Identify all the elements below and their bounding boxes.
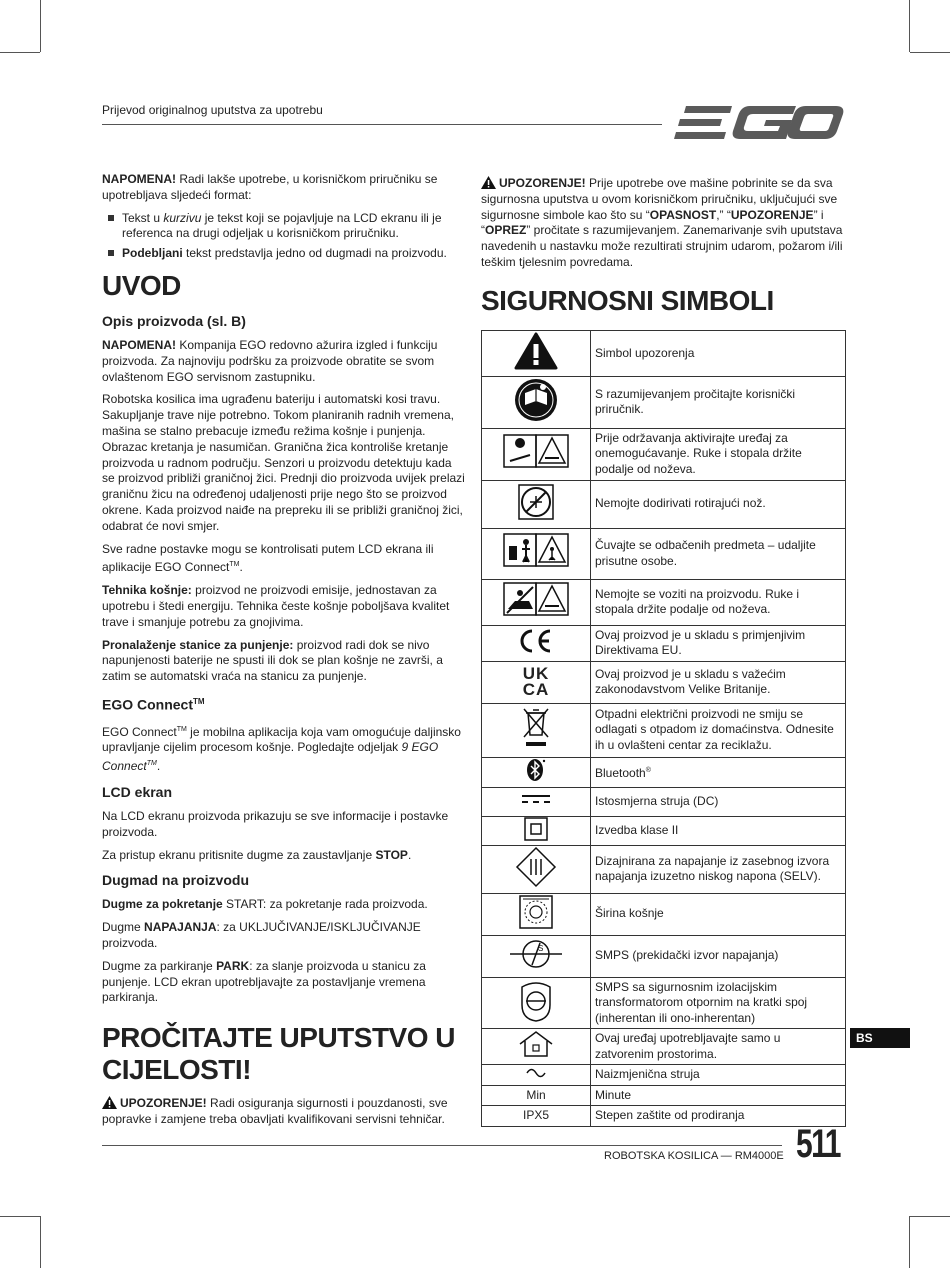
symbol-cell	[482, 787, 591, 816]
symbol-description: Ovaj proizvod je u skladu s primjenjivim Direktivama EU.	[591, 625, 846, 661]
list-bold: Podebljani	[122, 246, 183, 261]
symbol-cell	[482, 1029, 591, 1065]
section-heading-simboli: SIGURNOSNI SIMBOLI	[481, 284, 774, 316]
symbol-cell	[482, 757, 591, 787]
note-label: NAPOMENA!	[102, 172, 176, 186]
table-row	[482, 579, 846, 625]
dc-current-icon	[521, 792, 551, 806]
symbol-description: Istosmjerna struja (DC)	[591, 787, 846, 816]
table-row	[482, 1085, 846, 1106]
keyword: OPASNOST	[649, 207, 717, 222]
warning-paragraph	[481, 176, 845, 271]
table-row	[482, 1106, 846, 1127]
keyword: OPREZ	[485, 223, 527, 238]
note-text: Radi lakše upotrebe, u korisničkom priručniku se upotrebljava sljedeći format:	[102, 172, 438, 202]
warning-paragraph	[102, 1096, 467, 1128]
table-row	[482, 1065, 846, 1086]
symbol-cell	[482, 977, 591, 1029]
paragraph-text: START: za pokretanje rada proizvoda.	[222, 897, 428, 912]
svg-text:S: S	[538, 943, 544, 953]
symbol-description: Simbol upozorenja	[591, 331, 846, 377]
symbol-cell	[482, 846, 591, 894]
footer-title: ROBOTSKA KOSILICA — RM4000E	[604, 1150, 784, 1162]
section-heading-procitajte: PROČITAJTE UPUTSTVO U CIJELOSTI!	[102, 1022, 456, 1086]
table-row	[482, 787, 846, 816]
symbol-description: Nemojte dodirivati rotirajući nož.	[591, 480, 846, 528]
class-ii-icon	[524, 817, 548, 841]
symbol-cell	[482, 377, 591, 429]
crop-mark	[910, 52, 950, 53]
warning-text: Radi osiguranja sigurnosti i pouzdanosti, sve popravke i zamjene treba obavljati kvalifikovani servisni tehničar.	[102, 1096, 448, 1126]
paragraph-text: Za pristup ekranu pritisnite dugme za zaustavljanje	[102, 847, 376, 862]
heading-text: EGO Connect	[102, 696, 194, 713]
symbol-cell	[482, 1065, 591, 1086]
warning-label: UPOZORENJE!	[120, 1096, 207, 1111]
weee-bin-icon	[521, 707, 551, 749]
symbol-description: Dizajnirana za napajanje iz zasebnog izvora napajanja izuzetno niskog napona (SELV).	[591, 846, 846, 894]
table-row	[482, 816, 846, 846]
paragraph-text: EGO Connect	[102, 724, 177, 739]
warning-triangle-icon	[481, 176, 496, 189]
crop-mark	[910, 1216, 950, 1217]
symbol-label: Min	[482, 1085, 591, 1106]
warning-text: Prije upotrebe ove mašine pobrinite se da sva sigurnosna uputstva u ovom korisničkom priručniku, uključujući sve sigurnosne simbole kao što su “	[481, 176, 838, 222]
paragraph-text: Dugme	[102, 920, 145, 935]
symbol-description	[591, 757, 846, 787]
table-row	[482, 661, 846, 703]
paragraph-text: : za slanje proizvoda u stanicu za punjenje. LCD ekran upotrebljavajte za postavljanje vremena parkiranja.	[102, 958, 426, 1005]
table-row	[482, 893, 846, 935]
paragraph-text: Dugme za parkiranje	[102, 958, 217, 973]
paragraph	[102, 542, 467, 577]
paragraph	[102, 959, 467, 1006]
registered-mark: ®	[645, 766, 651, 774]
symbol-cell	[482, 331, 591, 377]
symbol-description: Prije održavanja aktivirajte uređaj za onemogućavanje. Ruke i stopala držite podalje od noževa.	[591, 428, 846, 480]
symbols-table	[481, 330, 846, 1127]
warning-text: ” pročitate s razumijevanjem. Zanemarivanje svih uputstava navedenih u nastavku može rezultirati strujnim udarom, požarom i/ili teškim tjelesnim povredama.	[481, 223, 843, 269]
table-row	[482, 377, 846, 429]
note-label: NAPOMENA!	[102, 337, 176, 352]
warning-text: ,” “	[716, 207, 731, 222]
warning-text: ” i “	[481, 207, 824, 238]
header-title: Prijevod originalnog uputstva za upotrebu	[102, 103, 323, 117]
symbol-description: Naizmjenična struja	[591, 1065, 846, 1086]
section-reference: 9 EGO Connect	[102, 740, 439, 774]
cutting-width-icon	[518, 894, 554, 930]
selv-icon	[515, 846, 557, 888]
table-row	[482, 703, 846, 757]
paragraph-bold: Pronalaženje stanice za punjenje:	[102, 637, 294, 652]
symbol-cell	[482, 661, 591, 703]
symbol-cell	[482, 816, 591, 846]
smps-icon	[508, 937, 564, 971]
symbol-description: SMPS sa sigurnosnim izolacijskim transformatorom otpornim na kratki spoj (inherentan ili ono-inherentan)	[591, 977, 846, 1029]
symbol-description: Izvedba klase II	[591, 816, 846, 846]
paragraph	[102, 722, 467, 775]
symbol-cell	[482, 935, 591, 977]
thrown-objects-icon	[503, 532, 569, 570]
header-rule	[102, 124, 662, 125]
symbol-description: S razumijevanjem pročitajte korisnički priručnik.	[591, 377, 846, 429]
warning-triangle-icon	[514, 332, 558, 370]
paragraph-bold: Tehnika košnje:	[102, 583, 192, 598]
paragraph-text: Sve radne postavke mogu se kontrolisati putem LCD ekrana ili aplikacije EGO Connect	[102, 541, 434, 575]
symbol-description: Stepen zaštite od prodiranja	[591, 1106, 846, 1127]
list-item	[122, 246, 467, 262]
symbol-description: Ovaj proizvod je u skladu s važećim zakonodavstvom Velike Britanije.	[591, 661, 846, 703]
table-row	[482, 331, 846, 377]
paragraph	[102, 897, 467, 913]
table-row	[482, 977, 846, 1029]
button-name: NAPAJANJA	[144, 920, 217, 935]
symbol-description: SMPS (prekidački izvor napajanja)	[591, 935, 846, 977]
symbol-cell	[482, 428, 591, 480]
ac-current-icon	[526, 1068, 546, 1078]
paragraph	[102, 338, 467, 385]
do-not-ride-icon	[503, 581, 569, 619]
paragraph-text: : za UKLJUČIVANJE/ISKLJUČIVANJE proizvoda.	[102, 920, 421, 950]
symbol-description: Čuvajte se odbačenih predmeta – udaljite prisutne osobe.	[591, 528, 846, 579]
table-row	[482, 935, 846, 977]
symbol-text: Bluetooth	[595, 765, 646, 780]
section-heading-uvod: UVOD	[102, 269, 181, 301]
crop-mark	[0, 1216, 40, 1217]
table-row	[482, 846, 846, 894]
trademark: TM	[146, 760, 157, 768]
bluetooth-icon	[526, 758, 546, 782]
subheading-dugmad: Dugmad na proizvodu	[102, 872, 249, 889]
subheading-lcd: LCD ekran	[102, 783, 173, 800]
indoor-use-icon	[518, 1030, 554, 1058]
paragraph-text: .	[156, 759, 161, 774]
language-tab: BS	[850, 1028, 910, 1048]
paragraph: Robotska kosilica ima ugrađenu bateriju i automatski kosi travu. Sakupljanje trave nije potrebno. Tokom planiranih radnih vremena, mašina se stalno prebacuje između režima košnje i punjenja. Obrazac kretanja je nasumičan. Granična žica kontroliše kretanje proizvoda u radnom području. Senzori u proizvodu detektuju kada se proizvod približi graničnoj žici. Prednji dio proizvoda uvijek prelazi graničnu žicu na određenoj udaljenosti prije nego što se proizvod okrene. Kada proizvod naiđe na prepreku ili se približi graničnoj žici, odabrat će novi smjer.	[102, 392, 465, 533]
table-row	[482, 1029, 846, 1065]
right-column	[481, 176, 845, 327]
subheading-opis: Opis proizvoda (sl. B)	[102, 312, 246, 329]
page-number: 511	[796, 1122, 840, 1166]
table-row	[482, 757, 846, 787]
subheading-ego-connect	[102, 693, 467, 714]
button-name: STOP	[375, 847, 408, 862]
paragraph	[102, 848, 467, 864]
button-name: PARK	[216, 958, 250, 973]
symbol-cell	[482, 579, 591, 625]
format-list	[102, 211, 467, 262]
paragraph-text: .	[239, 560, 243, 575]
footer-rule	[102, 1145, 782, 1146]
do-not-touch-blade-icon	[517, 483, 555, 521]
trademark: TM	[176, 725, 187, 733]
disable-before-maintenance-icon	[503, 433, 569, 471]
smps-safety-transformer-icon	[518, 979, 554, 1023]
ce-mark-icon	[517, 628, 555, 654]
keyword: UPOZORENJE	[730, 207, 814, 222]
symbol-cell	[482, 480, 591, 528]
trademark: TM	[193, 696, 205, 706]
crop-mark	[40, 1216, 41, 1268]
paragraph-text: Kompanija EGO redovno ažurira izgled i funkciju proizvoda. Za najnoviju podršku za proizvode obratite se svom ovlaštenom EGO servisnom zastupniku.	[102, 337, 438, 384]
symbol-description: Otpadni električni proizvodi ne smiju se odlagati s otpadom iz domaćinstva. Odnesite ih u ovlašteni centar za reciklažu.	[591, 703, 846, 757]
symbol-description: Širina košnje	[591, 893, 846, 935]
paragraph	[102, 920, 467, 952]
crop-mark	[0, 52, 40, 53]
warning-triangle-icon	[102, 1096, 117, 1109]
warning-label: UPOZORENJE!	[499, 176, 586, 190]
table-row	[482, 625, 846, 661]
symbol-cell	[482, 703, 591, 757]
paragraph-text: proizvod radi dok se nivo napunjenosti baterije ne spusti ili dok se plan košnje ne završi, a zatim se automatski vraća na stanicu za punjenje.	[102, 637, 443, 684]
crop-mark	[909, 1216, 910, 1268]
paragraph: Na LCD ekranu proizvoda prikazuju se sve informacije i postavke proizvoda.	[102, 808, 449, 839]
symbol-description: Minute	[591, 1085, 846, 1106]
paragraph-text: je mobilna aplikacija koja vam omogućuje daljinsko upravljanje cijelim procesom košnje. Pogledajte odjeljak	[102, 724, 461, 755]
symbol-label: IPX5	[482, 1106, 591, 1127]
list-italic: kurzivu	[163, 210, 202, 225]
note-paragraph	[102, 172, 467, 204]
list-text: Tekst u	[122, 210, 164, 225]
ego-logo	[674, 104, 844, 142]
symbol-cell	[482, 625, 591, 661]
symbol-description: Ovaj uređaj upotrebljavajte samo u zatvorenim prostorima.	[591, 1029, 846, 1065]
table-row	[482, 480, 846, 528]
paragraph-text: .	[407, 847, 412, 862]
list-item	[122, 211, 467, 243]
trademark: TM	[229, 561, 240, 569]
paragraph-text: proizvod ne proizvodi emisije, jednostavan za upotrebu i štedi energiju. Tehnika česte košnje poboljšava kvalitet trave i smanjuje potrebu za gnojivima.	[102, 583, 450, 629]
crop-mark	[909, 0, 910, 52]
paragraph	[102, 638, 467, 685]
ukca-mark-icon: UK CA	[522, 664, 550, 699]
table-row	[482, 428, 846, 480]
symbol-description: Nemojte se voziti na proizvodu. Ruke i stopala držite podalje od noževa.	[591, 579, 846, 625]
read-manual-icon	[513, 377, 559, 423]
paragraph-bold: Dugme za pokretanje	[102, 897, 223, 912]
paragraph	[102, 583, 467, 630]
list-text: je tekst koji se pojavljuje na LCD ekranu ili je referenca na drugi odjeljak u korisničkom priručniku.	[122, 210, 442, 241]
crop-mark	[40, 0, 41, 52]
symbol-cell	[482, 528, 591, 579]
table-row	[482, 528, 846, 579]
list-text: tekst predstavlja jedno od dugmadi na proizvodu.	[182, 246, 447, 261]
left-column	[102, 172, 467, 1135]
symbol-cell	[482, 893, 591, 935]
